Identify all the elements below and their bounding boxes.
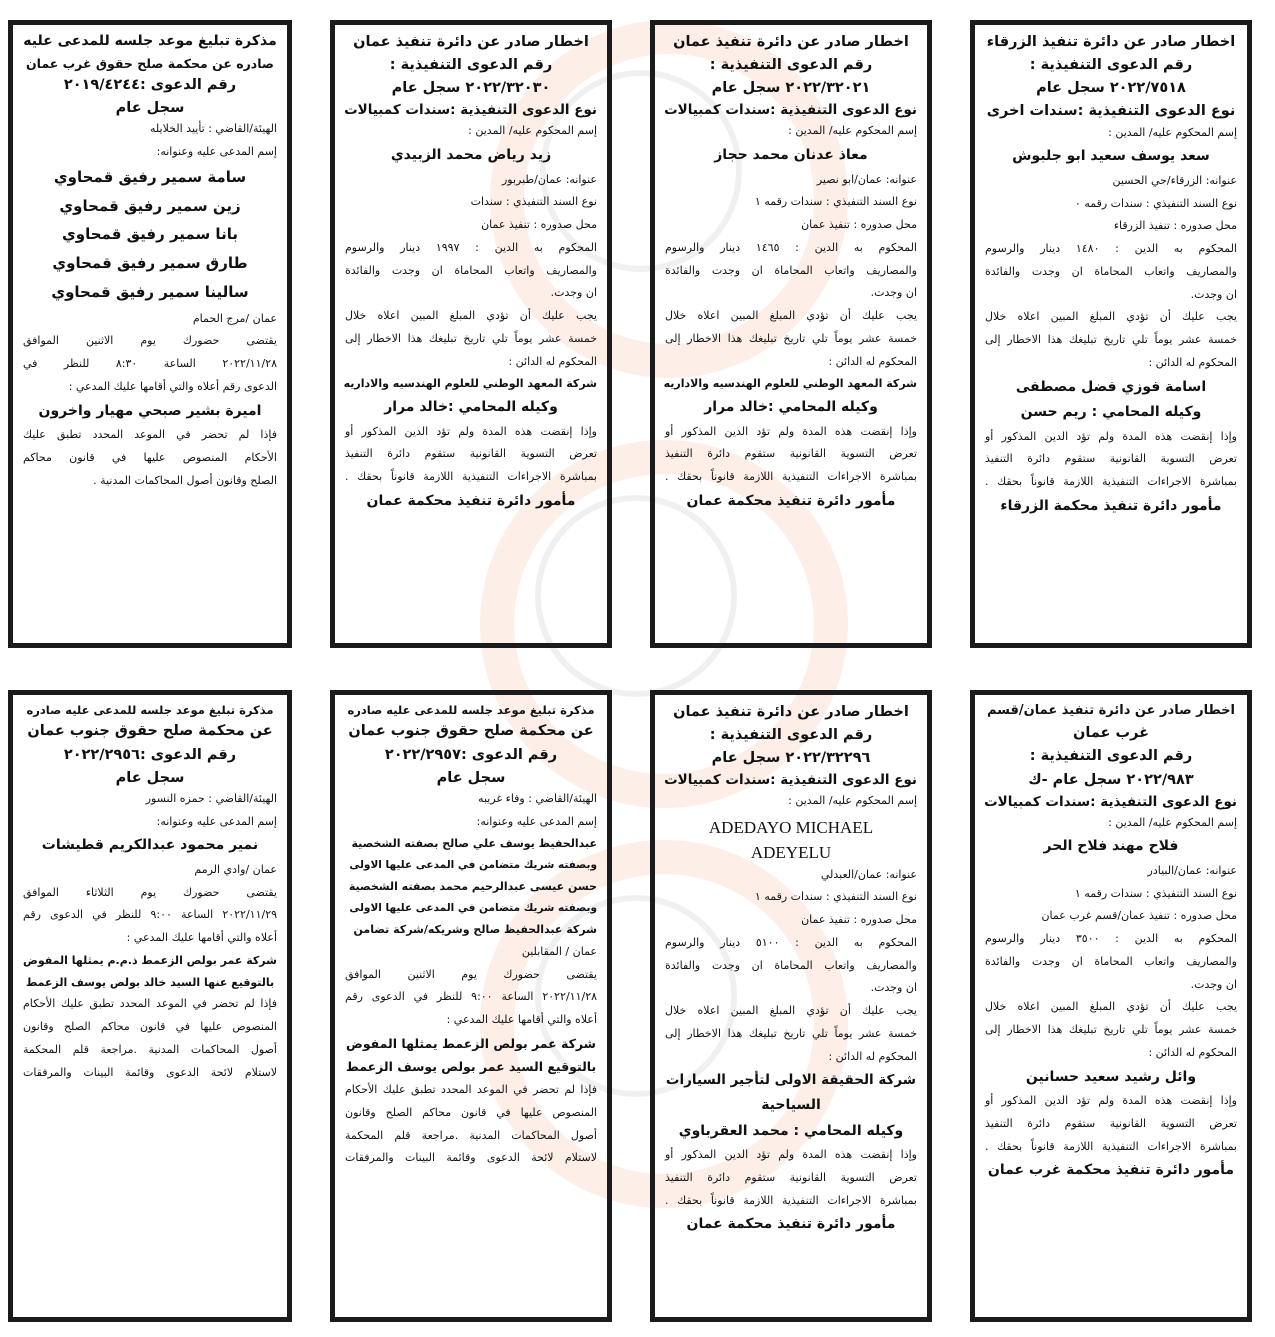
notice-line: إسم المدعى عليه وعنوانه: (156, 814, 277, 828)
notice-line: مأمور دائرة تنفيذ محكمة غرب عمان (987, 1162, 1235, 1179)
notice-line: أعلاه والتي أقامها عليك المدعي : (446, 1013, 597, 1026)
notice-line: لاستلام لائحة الدعوى وقائمة البينات والمرفقات (345, 1151, 597, 1165)
notice-line: يجب عليك أن تؤدي المبلغ المبين اعلاه خلال (985, 1000, 1237, 1014)
notice-line: شركة عمر بولص الزعمط يمثلها المفوض (346, 1035, 596, 1051)
notice-line: المحكوم له الدائن : (828, 1049, 917, 1063)
notice-line: تعرض التسوية القانونية ستقوم دائرة التنفيذ (985, 452, 1237, 466)
notice-line: اخطار صادر عن دائرة تنفيذ عمان (353, 34, 589, 50)
notice-line: مذكرة تبليغ موعد جلسه للمدعى عليه صادره (26, 703, 274, 717)
notice-west-amman-execution (970, 690, 1252, 1322)
notice-amman-execution-32296 (650, 690, 932, 1322)
notice-line: إسم المحكوم عليه/ المدين : (468, 124, 597, 138)
notice-line: عنوانه: عمان/طبربور (501, 172, 597, 186)
notice-line: والمصاريف واتعاب المحاماة ان وجدت والفائدة (345, 263, 597, 277)
notice-line: المحكوم به الدين : ٣٥٠٠ دينار والرسوم (985, 932, 1237, 945)
notice-line: سامة سمير رفيق قمحاوي (53, 167, 247, 186)
notice-line: خمسة عشر يوماً تلي تاريخ تبليغك هذا الاخطار إلى (985, 333, 1237, 346)
notice-line: وإذا إنقضت هذه المدة ولم تؤد الدين المذكور أو (665, 424, 917, 438)
notice-line: يجب عليك أن تؤدي المبلغ المبين اعلاه خلال (665, 309, 917, 322)
notice-line: بمباشرة الاجراءات التنفيذية اللازمة قانوناً بحقك . (345, 470, 597, 483)
notice-line: المحكوم به الدين : ١٤٨٠ دينار والرسوم (985, 242, 1237, 255)
notice-line: بمباشرة الاجراءات التنفيذية اللازمة قانوناً بحقك . (665, 470, 917, 483)
notice-line: يقتضى حضورك يوم الاثنين الموافق (345, 967, 597, 981)
notice-line: المحكوم له الدائن : (828, 354, 917, 368)
notice-west-amman-court-summons (8, 20, 292, 648)
notice-line: تعرض التسوية القانونية ستقوم دائرة التنفيذ (345, 447, 597, 461)
notice-line: الدعوى رقم أعلاه والتي أقامها عليك المدعي : (68, 379, 277, 393)
notice-line: سجل عام (115, 769, 185, 786)
notice-line: إسم المدعى عليه وعنوانه: (156, 145, 277, 159)
notice-line: ان وجدت. (1190, 977, 1237, 991)
notice-line: معاذ عدنان محمد حجاز (714, 147, 868, 163)
notice-line: فإذا لم تحضر في الموعد المحدد تطبق عليك (23, 428, 277, 442)
notice-line: خمسة عشر يوماً تلي تاريخ تبليغك هذا الاخطار إلى (665, 331, 917, 345)
notice-line: محل صدوره : تنفيذ عمان (481, 218, 597, 231)
notice-line: اميرة بشير صبحي مهيار واخرون (38, 402, 262, 419)
notice-line: مأمور دائرة تنفيذ محكمة عمان (686, 492, 896, 509)
notice-line: فإذا لم تحضر في الموعد المحدد تطبق عليك الأحكام (345, 1083, 597, 1096)
notice-line: مأمور دائرة تنفيذ محكمة عمان (686, 1216, 896, 1233)
notice-line: إسم المحكوم عليه/ المدين : (1108, 125, 1237, 139)
notice-line: المنصوص عليها في قانون محاكم الصلح وقانون (345, 1105, 597, 1119)
notice-line: محل صدوره : تنفيذ عمان (801, 913, 917, 926)
notice-line: المحكوم له الدائن : (1148, 1045, 1237, 1059)
notice-line: اسامة فوزي فضل مصطفى (1015, 378, 1207, 395)
notice-line: وائل رشيد سعيد حسانين (1025, 1068, 1197, 1085)
notice-line: ان وجدت. (550, 286, 597, 300)
notice-line: تعرض التسوية القانونية ستقوم دائرة التنفيذ (985, 1116, 1237, 1130)
notice-line: اخطار صادر عن دائرة تنفيذ عمان (673, 704, 909, 720)
notice-line: السياحية (761, 1097, 821, 1114)
notice-amman-execution-32030 (330, 20, 612, 648)
notice-line: الأحكام المنصوص عليها في قانون محاكم (23, 450, 277, 464)
notice-line: نوع السند التنفيذي : سندات رقمه ٠ (1074, 196, 1237, 210)
notice-line: بمباشرة الاجراءات التنفيذية اللازمة قانوناً بحقك . (985, 475, 1237, 488)
notice-line: شركة المعهد الوطني للعلوم الهندسيه والاداريه (343, 377, 597, 391)
notice-south-amman-summons-2957 (330, 690, 612, 1322)
notice-line: مذكرة تبليغ موعد جلسه للمدعى عليه صادره (347, 703, 595, 717)
notice-line: وإذا إنقضت هذه المدة ولم تؤد الدين المذكور أو (665, 1148, 917, 1162)
notice-line: رقم الدعوى التنفيذية : (709, 727, 873, 744)
notice-line: يجب عليك أن تؤدي المبلغ المبين اعلاه خلال (985, 310, 1237, 324)
notice-zarqa-execution (970, 20, 1252, 648)
notice-line: وكيله المحامي : محمد العقرباوي (678, 1122, 904, 1139)
notice-line: وبصفته شريك متضامن في المدعى عليها الاولى (349, 859, 597, 871)
notice-line: محل صدوره : تنفيذ عمان/قسم غرب عمان (1041, 909, 1237, 923)
notice-line: يجب عليك أن تؤدي المبلغ المبين اعلاه خلال (665, 1004, 917, 1017)
notice-line: الصلح وقانون أصول المحاكمات المدنية . (93, 473, 277, 487)
notice-line: إسم المحكوم عليه/ المدين : (1108, 815, 1237, 829)
notice-line: رقم الدعوى التنفيذية : (1029, 57, 1193, 74)
notice-line: غرب عمان (1073, 725, 1149, 742)
notice-line: لاستلام لائحة الدعوى وقائمة البينات والمرفقات (23, 1065, 277, 1079)
notice-line: رقم الدعوى :٢٠٢٢/٢٩٥٦ (63, 746, 237, 763)
notice-line: عنوانه: عمان/ابو نصير (816, 172, 917, 186)
notice-line: يجب عليك أن تؤدي المبلغ المبين اعلاه خلال (345, 309, 597, 322)
notice-line: شركة المعهد الوطني للعلوم الهندسيه والاداريه (663, 377, 917, 391)
notice-line: وإذا إنقضت هذه المدة ولم تؤد الدين المذكور أو (985, 1094, 1237, 1107)
notice-line: ٢٠٢٢/١١/٢٩ الساعة ٩:٠٠ للنظر في الدعوى رقم (23, 908, 278, 922)
notice-line: المحكوم به الدين : ١٤٦٥ دينار والرسوم (665, 240, 917, 254)
notice-line: نوع الدعوى التنفيذية :سندات كمبيالات (984, 793, 1237, 810)
notice-line: عبدالحفيظ يوسف علي صالح بصفته الشخصية (351, 837, 597, 851)
notice-line: تعرض التسوية القانونية ستقوم دائرة التنفيذ (665, 1170, 917, 1184)
notice-line: ADEDAYO MICHAEL (708, 818, 874, 837)
notice-line: وإذا إنقضت هذه المدة ولم تؤد الدين المذكور أو (345, 424, 597, 438)
notice-line: حسن عيسى عبدالرحيم محمد بصفته الشخصية (348, 880, 597, 894)
notice-line: ان وجدت. (1190, 287, 1237, 301)
notice-line: اخطار صادر عن دائرة تنفيذ عمان (673, 34, 909, 50)
notice-line: فلاح مهند فلاح الحر (1043, 838, 1179, 855)
notice-line: رقم الدعوى :٢٠١٩/٤٢٤٤ (63, 77, 237, 94)
notice-line: سجل عام (115, 100, 185, 117)
notice-line: عنوانه: عمان/العبدلي (820, 867, 917, 881)
notice-line: عن محكمة صلح حقوق جنوب عمان (348, 723, 594, 740)
notice-line: محل صدوره : تنفيذ عمان (801, 218, 917, 231)
notice-line: صادره عن محكمة صلح حقوق غرب عمان (25, 55, 274, 71)
notice-line: الهيئة/القاضي : تأييد الخلايله (150, 122, 277, 136)
notice-line: عمان / المقابلين (521, 944, 597, 958)
notice-line: إسم المدعى عليه وعنوانه: (476, 814, 597, 828)
notice-line: المحكوم به الدين : ٥١٠٠ دينار والرسوم (665, 935, 917, 949)
notice-line: المنصوص عليها في قانون محاكم الصلح وقانون (23, 1020, 277, 1033)
notice-line: عنوانه: الزرقاء/حي الحسين (1112, 173, 1237, 187)
notice-line: خمسة عشر يوماً تلي تاريخ تبليغك هذا الاخطار إلى (665, 1026, 917, 1040)
notice-line: فإذا لم تحضر في الموعد المحدد تطبق عليك الأحكام (23, 997, 277, 1011)
notice-line: الهيئة/القاضي : وفاء غريبه (478, 791, 597, 805)
notice-line: والمصاريف واتعاب المحاماة ان وجدت والفائدة (985, 954, 1237, 968)
notice-line: شركة عمر بولص الزعمط ذ.م.م يمثلها المفوض (23, 953, 277, 967)
notice-line: اخطار صادر عن دائرة تنفيذ الزرقاء (986, 34, 1236, 50)
notice-line: خمسة عشر يوماً تلي تاريخ تبليغك هذا الاخطار إلى (345, 331, 597, 345)
notice-line: نوع السند التنفيذي : سندات رقمه ١ (1074, 886, 1237, 900)
notice-line: شركة عبدالحفيظ صالح وشريكه/شركة تضامن (353, 923, 597, 936)
notice-line: مأمور دائرة تنفيذ محكمة الزرقاء (1000, 497, 1222, 514)
notice-line: ADEYELU (750, 843, 832, 863)
notice-line: إسم المحكوم عليه/ المدين : (788, 794, 917, 808)
notice-line: ٢٠٢٢/١١/٢٨ الساعة ٩:٠٠ للنظر في الدعوى رقم (345, 990, 598, 1004)
notice-line: إسم المحكوم عليه/ المدين : (788, 124, 917, 138)
notice-line: عمان /مرج الحمام (192, 311, 277, 325)
notice-line: عمان /وادي الرمم (194, 862, 277, 876)
notice-line: رقم الدعوى التنفيذية : (1029, 748, 1193, 765)
notice-amman-execution-32021 (650, 20, 932, 648)
notice-line: اخطار صادر عن دائرة تنفيذ عمان/قسم (986, 703, 1236, 718)
notice-line: ٢٠٢٢/٧٥١٨ سجل عام (1036, 80, 1186, 97)
notice-line: رقم الدعوى التنفيذية : (709, 57, 873, 74)
notice-line: ٢٠٢٢/٣٢٠٢١ سجل عام (711, 80, 871, 97)
notice-line: نوع الدعوى التنفيذية :سندات كمبيالات (664, 772, 917, 789)
notice-line: ٢٠٢٢/٣٢٠٣٠ سجل عام (391, 80, 551, 97)
notice-line: أصول المحاكمات المدنية .مراجعة قلم المحكمة (23, 1042, 277, 1056)
notice-line: ٢٠٢٢/٩٨٣ سجل عام -ك (1028, 771, 1194, 788)
notice-line: رقم الدعوى التنفيذية : (389, 57, 553, 74)
notice-line: مأمور دائرة تنفيذ محكمة عمان (366, 492, 576, 509)
notice-line: وكيله المحامي : ريم حسن (1020, 404, 1202, 420)
notice-line: ان وجدت. (870, 981, 917, 995)
notice-line: رقم الدعوى :٢٠٢٢/٢٩٥٧ (384, 746, 558, 763)
notice-line: نوع السند التنفيذي : سندات رقمه ١ (754, 890, 917, 904)
notice-line: بانا سمير رفيق قمحاوي (62, 225, 238, 244)
notice-line: نوع الدعوى التنفيذية :سندات كمبيالات (664, 102, 917, 119)
notice-line: طارق سمير رفيق قمحاوي (52, 254, 248, 273)
notice-south-amman-summons-2956 (8, 690, 292, 1322)
notice-line: والمصاريف واتعاب المحاماة ان وجدت والفائدة (665, 263, 917, 277)
notice-line: سالينا سمير رفيق قمحاوي (51, 282, 249, 301)
notice-line: نوع الدعوى التنفيذية :سندات كمبيالات (344, 102, 597, 119)
notice-line: خمسة عشر يوماً تلي تاريخ تبليغك هذا الاخطار إلى (985, 1023, 1237, 1036)
notice-line: وكيله المحامي :خالد مرار (704, 399, 878, 415)
notice-line: نوع الدعوى التنفيذية :سندات اخرى (986, 103, 1236, 120)
notice-line: وكيله المحامي :خالد مرار (384, 399, 558, 415)
notice-line: يقتضى حضورك يوم الاثنين الموافق (23, 334, 277, 348)
notice-line: والمصاريف واتعاب المحاماة ان وجدت والفائدة (985, 264, 1237, 278)
notice-line: أعلاه والتي أقامها عليك المدعي : (126, 931, 277, 944)
notice-line: مذكرة تبليغ موعد جلسه للمدعى عليه (23, 33, 277, 49)
notice-line: أصول المحاكمات المدنية .مراجعة قلم المحكمة (345, 1128, 597, 1142)
notice-line: عنوانه: عمان/البيادر (1147, 863, 1237, 877)
notice-line: ٢٠٢٢/٣٢٢٩٦ سجل عام (711, 750, 871, 767)
notice-line: ان وجدت. (870, 286, 917, 300)
notice-line: المحكوم به الدين : ١٩٩٧ دينار والرسوم (345, 240, 597, 254)
notice-line: زيد رياض محمد الزبيدي (390, 147, 552, 163)
notice-line: سجل عام (436, 769, 506, 786)
notice-line: عن محكمة صلح حقوق جنوب عمان (27, 723, 273, 740)
notice-line: شركة الحقيقة الاولى لتأجير السيارات (665, 1072, 917, 1089)
notice-line: والمصاريف واتعاب المحاماة ان وجدت والفائدة (665, 958, 917, 972)
notice-line: وبصفته شريك متضامن في المدعى عليها الاولى (349, 901, 597, 914)
notice-line: بالتوقيع السيد عمر بولص يوسف الزعمط (345, 1059, 597, 1075)
notice-line: تعرض التسوية القانونية ستقوم دائرة التنفيذ (665, 447, 917, 461)
notice-line: المحكوم له الدائن : (1148, 355, 1237, 369)
notice-line: بمباشرة الاجراءات التنفيذية اللازمة قانوناً بحقك . (985, 1139, 1237, 1153)
notice-line: نوع السند التنفيذي : سندات (470, 195, 597, 209)
notice-line: زين سمير رفيق قمحاوي (59, 196, 241, 215)
notice-line: سعد يوسف سعيد ابو جلبوش (1012, 148, 1210, 165)
notice-line: بالتوقيع عنها السيد خالد بولص يوسف الزعمط (25, 975, 275, 989)
notice-line: محل صدوره : تنفيذ الزرقاء (1113, 219, 1237, 233)
notice-line: المحكوم له الدائن : (508, 354, 597, 368)
notice-line: وإذا إنقضت هذه المدة ولم تؤد الدين المذكور أو (985, 429, 1237, 443)
notice-line: بمباشرة الاجراءات التنفيذية اللازمة قانوناً بحقك . (665, 1193, 917, 1207)
notice-line: الهيئة/القاضي : حمزه النسور (145, 791, 277, 805)
notice-line: ٢٠٢٢/١١/٢٨ الساعة ٨:٣٠ للنظر في (23, 357, 278, 371)
notice-line: يقتضى حضورك يوم الثلاثاء الموافق (23, 885, 277, 899)
notice-line: نوع السند التنفيذي : سندات رقمه ١ (754, 195, 917, 209)
notice-line: نمير محمود عبدالكريم قطيشات (41, 837, 259, 854)
